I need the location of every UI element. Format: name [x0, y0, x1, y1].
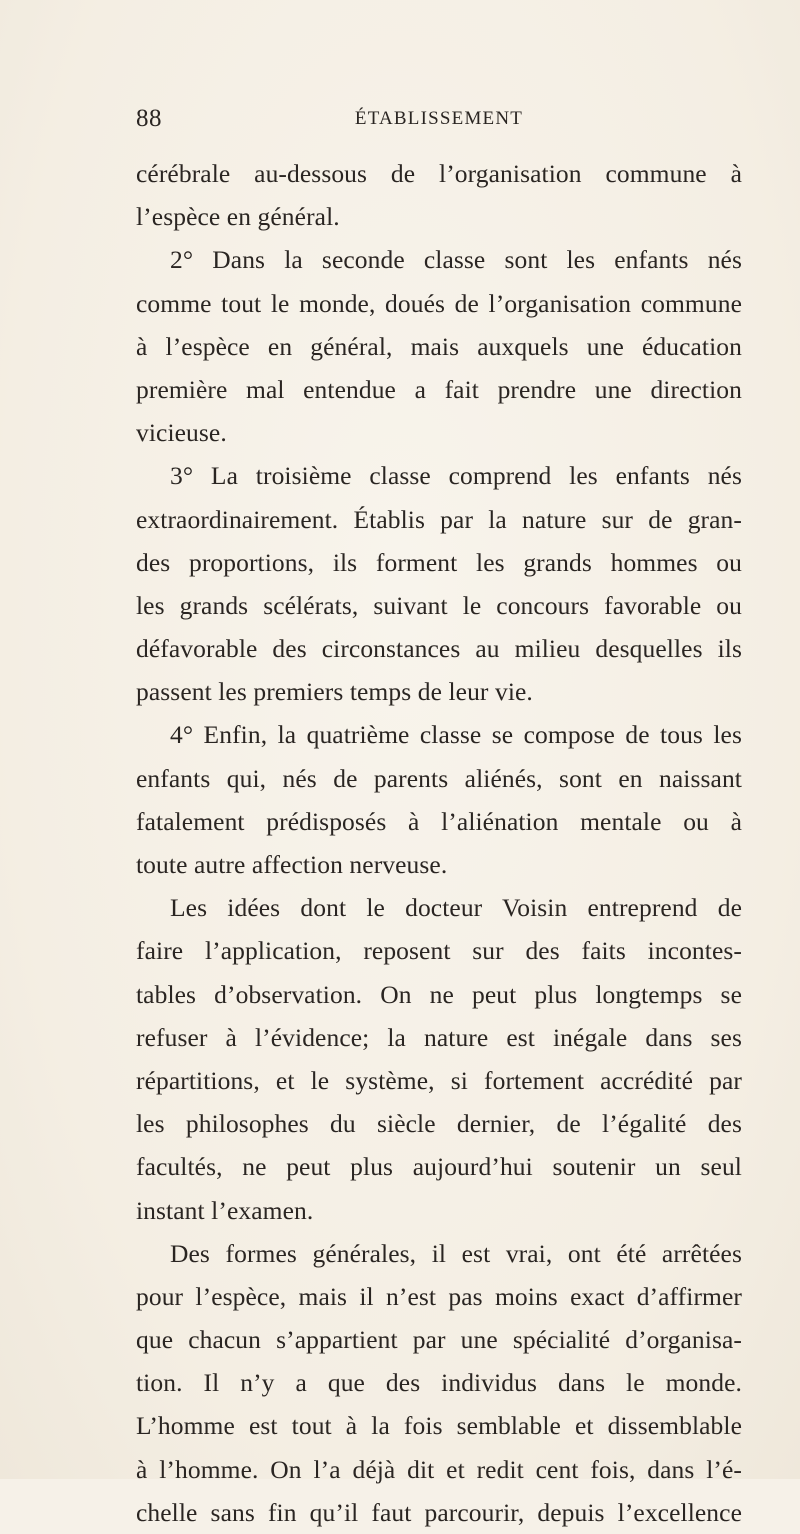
- text-line: chelle sans fin qu’il faut parcourir, depuis l’excellence: [136, 1497, 742, 1527]
- text-line: L’homme est tout à la fois semblable et dissemblable: [136, 1411, 742, 1441]
- text-line: fatalement prédisposés à l’aliénation mentale ou à: [136, 806, 742, 836]
- text-line: facultés, ne peut plus aujourd’hui soutenir un seul: [136, 1152, 742, 1182]
- text-line: répartitions, et le système, si fortement accrédité par: [136, 1065, 742, 1095]
- page-number: 88: [136, 105, 162, 132]
- text-line: que chacun s’appartient par une spécialité d’organisa-: [136, 1325, 742, 1355]
- text-line: 3° La troisième classe comprend les enfants nés: [170, 461, 742, 491]
- page-header: [136, 105, 742, 139]
- text-line: les grands scélérats, suivant le concours favorable ou: [136, 590, 742, 620]
- text-line: comme tout le monde, doués de l’organisation commune: [136, 288, 742, 318]
- text-line: passent les premiers temps de leur vie.: [136, 677, 533, 707]
- text-line: tables d’observation. On ne peut plus longtemps se: [136, 979, 742, 1009]
- text-line: 4° Enfin, la quatrième classe se compose de tous les: [170, 720, 742, 750]
- text-line: les philosophes du siècle dernier, de l’égalité des: [136, 1109, 742, 1139]
- text-line: enfants qui, nés de parents aliénés, sont en naissant: [136, 763, 742, 793]
- text-line: à l’homme. On l’a déjà dit et redit cent fois, dans l’é-: [136, 1454, 742, 1484]
- text-line: Les idées dont le docteur Voisin entreprend de: [170, 893, 742, 923]
- text-line: cérébrale au-dessous de l’organisation commune à: [136, 159, 742, 188]
- body-text: [136, 152, 742, 1534]
- text-line: extraordinairement. Établis par la nature sur de gran-: [136, 504, 742, 534]
- text-line: pour l’espèce, mais il n’est pas moins exact d’affirmer: [136, 1281, 742, 1311]
- text-line: vicieuse.: [136, 418, 227, 448]
- text-line: tion. Il n’y a que des individus dans le monde.: [136, 1368, 742, 1398]
- text-line: 2° Dans la seconde classe sont les enfants nés: [170, 245, 742, 275]
- text-line: l’espèce en général.: [136, 202, 340, 232]
- text-line: instant l’examen.: [136, 1195, 314, 1225]
- text-line: faire l’application, reposent sur des faits incontes-: [136, 936, 742, 966]
- text-line: première mal entendue a fait prendre une direction: [136, 374, 742, 404]
- text-line: des proportions, ils forment les grands hommes ou: [136, 547, 742, 577]
- text-line: toute autre affection nerveuse.: [136, 850, 448, 879]
- text-line: refuser à l’évidence; la nature est inégale dans ses: [136, 1022, 742, 1052]
- text-line: à l’espèce en général, mais auxquels une éducation: [136, 331, 742, 361]
- text-line: Des formes générales, il est vrai, ont été arrêtées: [170, 1238, 742, 1268]
- text-line: défavorable des circonstances au milieu desquelles ils: [136, 634, 742, 664]
- running-head: ÉTABLISSEMENT: [354, 108, 524, 129]
